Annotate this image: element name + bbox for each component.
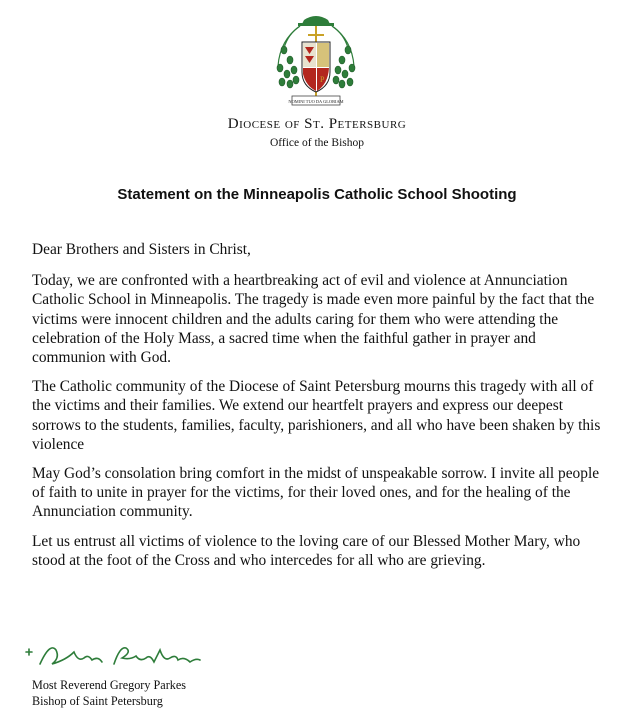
- paragraph-2: The Catholic community of the Diocese of Saint Petersburg mourns this tragedy with all of the victims and their families. We extend our heartfelt prayers and express our deepest sorrows to the students, families, faculty, parishioners, and all who have been shaken by this violence: [32, 378, 601, 453]
- paragraph-1: Today, we are confronted with a heartbreaking act of evil and violence at Annunciation Catholic School in Minneapolis. The tragedy is made even more painful by the fact that the victims were innocent children and the adults caring for them who were attending the celebration of the Holy Mass, a sacred time when the faithful gather in prayer and communion with God.: [32, 272, 595, 367]
- paragraph-4: Let us entrust all victims of violence to the loving care of our Blessed Mother Mary, who stood at the foot of the Cross and who intercedes for all who are grieving.: [32, 532, 581, 569]
- letter-body: [32, 240, 612, 580]
- salutation: Dear Brothers and Sisters in Christ,: [32, 241, 251, 258]
- office-name: Office of the Bishop: [269, 137, 364, 149]
- handwritten-signature: [22, 640, 222, 680]
- statement-title: Statement on the Minneapolis Catholic School Shooting: [117, 186, 517, 203]
- coat-of-arms-logo: [270, 14, 362, 114]
- svg-text:P: P: [320, 75, 325, 84]
- signer-title: Bishop of Saint Petersburg: [32, 694, 163, 708]
- diocese-name: Diocese of St. Petersburg: [227, 116, 407, 132]
- signer-block: [32, 677, 186, 709]
- paragraph-3: May God’s consolation bring comfort in the midst of unspeakable sorrow. I invite all people of faith to unite in prayer for the victims, for their loved ones, and for the healing of the Annunciation community.: [32, 465, 600, 521]
- svg-text:NOMINI TUO DA GLORIAM: NOMINI TUO DA GLORIAM: [288, 99, 344, 104]
- signer-name: Most Reverend Gregory Parkes: [32, 678, 186, 692]
